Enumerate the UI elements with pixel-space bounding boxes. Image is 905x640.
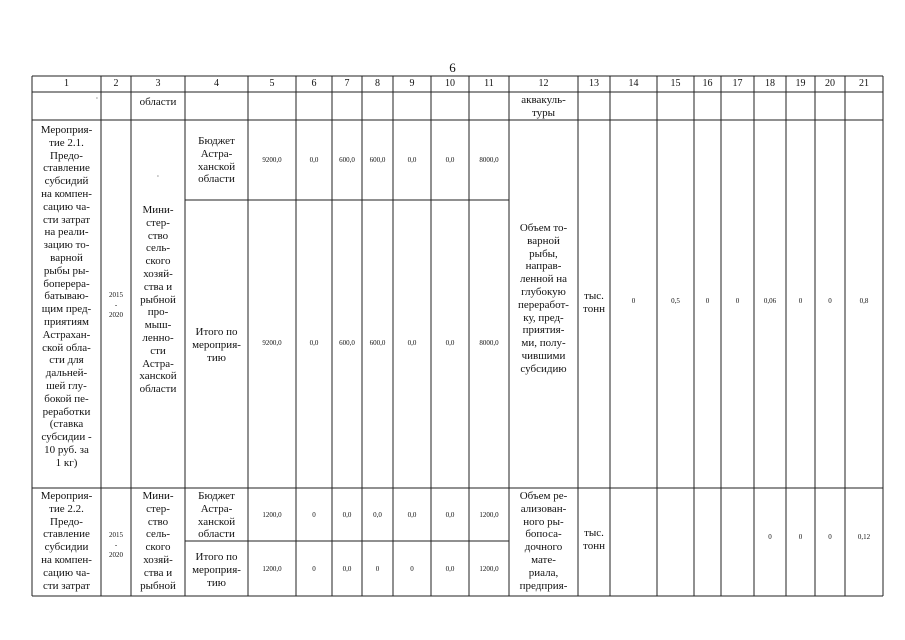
- m22-total-value: 0,0: [445, 565, 455, 573]
- measure-2-2-title: Мероприя- тие 2.2. Предо- ставление субсидии на компен- сацию ча- сти затрат: [40, 490, 93, 592]
- m22-budget-value: 0,0: [373, 511, 382, 519]
- col-header: 16: [702, 78, 713, 89]
- measure-2-2-period: 2015 - 2020: [109, 531, 123, 559]
- measure-2-1-indicator: Объем то- варной рыбы, направ- ленной на глубокую переработ- ку, пред- приятия- ми, полу- чившими субсидию: [518, 222, 569, 375]
- m22-total-value: 0,0: [342, 565, 352, 573]
- carry-col12: аквакуль- туры: [521, 94, 566, 119]
- m22-budget-value: 1200,0: [262, 511, 282, 519]
- m22-indicator-value: 0: [768, 533, 772, 541]
- col-header: 3: [155, 78, 161, 89]
- measure-2-2-unit: тыс. тонн: [583, 527, 605, 552]
- col-header: 13: [589, 78, 599, 89]
- col-header: 12: [538, 78, 549, 89]
- m22-total-value: 0: [312, 565, 316, 573]
- page-number: 6: [449, 60, 456, 75]
- col-header: 11: [484, 78, 494, 89]
- col-header: 14: [628, 78, 639, 89]
- measure-2-2-total-label: Итого по мероприя- тию: [192, 551, 241, 589]
- col-header: 17: [732, 78, 743, 89]
- m22-total-value: 1200,0: [262, 565, 282, 573]
- measure-2-1-unit: тыс. тонн: [583, 290, 605, 315]
- m21-budget-value: 8000,0: [479, 156, 499, 164]
- col-header: 1: [64, 78, 69, 89]
- m21-indicator-value: 0,06: [763, 297, 777, 305]
- m21-total-value: 600,0: [339, 339, 355, 347]
- col-header: 9: [409, 78, 415, 89]
- m21-indicator-value: 0: [828, 297, 832, 305]
- m21-budget-value: 9200,0: [262, 156, 282, 164]
- measure-2-2-executor: Мини- стер- ство сель- ского хозяй- ства и рыбной: [140, 490, 176, 592]
- m21-indicator-value: 0,5: [671, 297, 680, 305]
- m21-budget-value: 0,0: [407, 156, 417, 164]
- col-header: 2: [113, 78, 119, 89]
- m21-total-value: 0,0: [309, 339, 319, 347]
- m21-indicator-value: 0: [631, 297, 636, 305]
- m22-total-value: 0: [375, 565, 380, 573]
- col-header: 8: [375, 78, 380, 89]
- m22-budget-value: 0,0: [445, 511, 455, 519]
- col-header: 20: [825, 78, 835, 89]
- m22-indicator-value: 0,12: [857, 533, 871, 541]
- m22-indicator-value: 0: [828, 533, 832, 541]
- m21-budget-value: 0,0: [309, 156, 319, 164]
- m21-total-value: 9200,0: [262, 339, 282, 347]
- scan-mark: ·: [95, 94, 99, 103]
- col-header: 7: [344, 78, 350, 89]
- m21-indicator-value: 0: [735, 297, 740, 305]
- col-header: 21: [859, 78, 869, 89]
- col-header: 15: [670, 78, 681, 89]
- measure-2-2-budget-label: Бюджет Астра- ханской области: [197, 490, 236, 541]
- m21-total-value: 0,0: [407, 339, 417, 347]
- measure-2-1-total-label: Итого по мероприя- тию: [192, 326, 241, 364]
- m22-total-value: 0: [410, 565, 414, 573]
- m22-budget-value: 0: [312, 511, 316, 519]
- m21-budget-value: 600,0: [369, 156, 386, 164]
- col-header: 6: [311, 78, 317, 89]
- m21-budget-value: 600,0: [339, 156, 355, 164]
- col-header: 18: [765, 78, 775, 89]
- m21-total-value: 600,0: [369, 339, 386, 347]
- m22-budget-value: 1200,0: [479, 511, 499, 519]
- m21-indicator-value: 0: [705, 297, 710, 305]
- col-header: 10: [445, 78, 455, 89]
- m21-budget-value: 0,0: [445, 156, 455, 164]
- m21-indicator-value: 0,8: [859, 297, 869, 305]
- measure-2-1-budget-label: Бюджет Астра- ханской области: [197, 135, 236, 186]
- m21-indicator-value: 0: [798, 297, 803, 305]
- measure-2-1-period: 2015 - 2020: [109, 291, 123, 319]
- m22-budget-value: 0,0: [407, 511, 417, 519]
- m22-total-value: 1200,0: [479, 565, 499, 573]
- m22-indicator-value: 0: [798, 533, 803, 541]
- m21-total-value: 8000,0: [479, 339, 499, 347]
- col-header: 5: [269, 78, 275, 89]
- measure-2-2-indicator: Объем ре- ализован- ного ры- бопоса- дочного мате- риала, предприя-: [519, 490, 568, 592]
- measure-2-1-executor: Мини- стер- ство сель- ского хозяй- ства и рыбной про- мыш- ленно- сти Астра- ханской области: [139, 204, 177, 396]
- m22-budget-value: 0,0: [342, 511, 352, 519]
- scan-mark: ·: [156, 172, 160, 181]
- measure-2-1-title: Мероприя- тие 2.1. Предо- ставление субсидий на компен- сацию ча- сти затрат на реали- зацию то- варной рыбы ры- боперера- батываю- щим пред- приятиям Астрахан- ской обла- сти для дальней- шей глу- бокой пе- реработки (ставка субсидии - 10 руб. за 1 кг): [40, 124, 93, 469]
- col-header: 4: [214, 78, 219, 89]
- carry-col3: области: [139, 96, 177, 108]
- m21-total-value: 0,0: [445, 339, 455, 347]
- col-header: 19: [795, 78, 806, 89]
